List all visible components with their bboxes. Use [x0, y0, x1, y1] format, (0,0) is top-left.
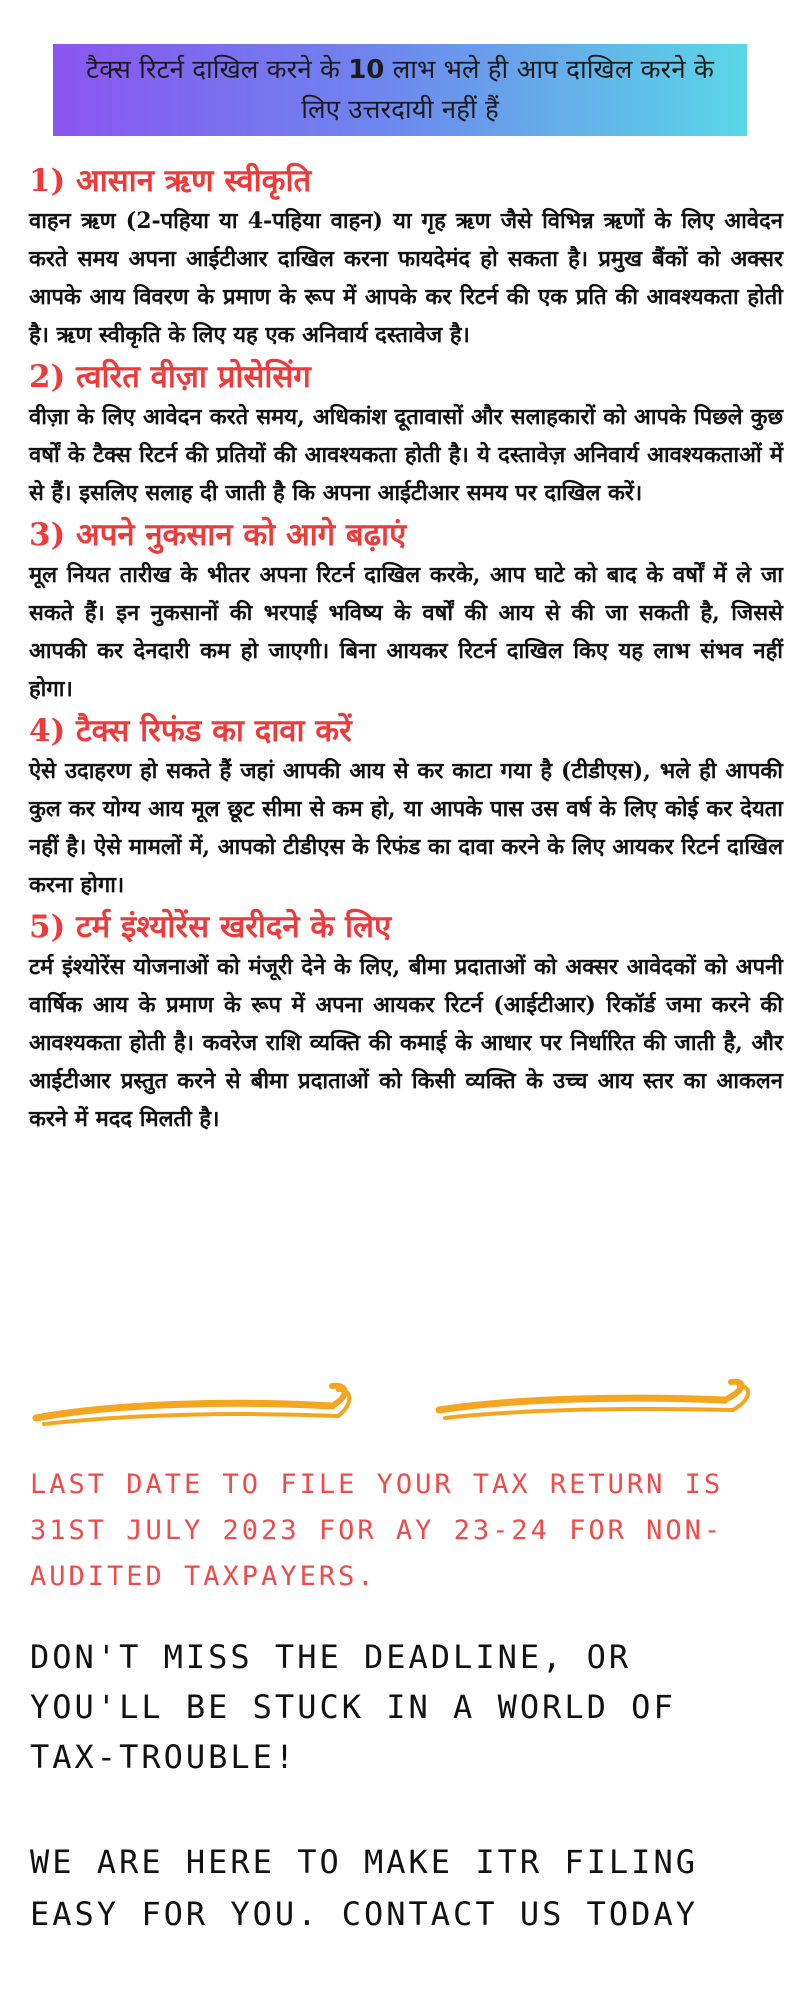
- benefit-section-5: [29, 906, 783, 1138]
- benefit-body: ऐसे उदाहरण हो सकते हैं जहां आपकी आय से कर काटा गया है (टीडीएस), भले ही आपकी कुल कर योग्य आय मूल छूट सीमा से कम हो, या आपके पास उस वर्ष के लिए कोई कर देयता नहीं है। ऐसे मामलों में, आपको टीडीएस के रिफंड का दावा करने के लिए आयकर रिटर्न दाखिल करना होगा।: [29, 758, 783, 898]
- benefit-number: 4): [29, 713, 66, 749]
- benefit-title: त्वरित वीज़ा प्रोसेसिंग: [76, 359, 311, 395]
- benefit-heading: [29, 906, 783, 948]
- benefit-heading: [29, 160, 783, 202]
- decorative-swoosh-right: [435, 1378, 755, 1438]
- banner-title-number: 10: [348, 55, 385, 85]
- benefit-section-1: [29, 160, 783, 354]
- banner-title: [63, 50, 737, 130]
- banner-title-part2: लाभ भले ही आप दाखिल करने के लिए उत्तरदायी नहीं हैं: [301, 55, 714, 125]
- benefits-list: [29, 160, 783, 1140]
- banner-title-part1: टैक्स रिटर्न दाखिल करने के: [86, 55, 349, 85]
- benefit-body: टर्म इंश्योरेंस योजनाओं को मंजूरी देने के लिए, बीमा प्रदाताओं को अक्सर आवेदकों को अपनी वार्षिक आय के प्रमाण के रूप में अपना आयकर रिटर्न (आईटीआर) रिकॉर्ड जमा करने की आवश्यकता होती है। कवरेज राशि व्यक्ति की कमाई के आधार पर निर्धारित की जाती है, और आईटीआर प्रस्तुत करने से बीमा प्रदाताओं को किसी व्यक्ति के उच्च आय स्तर का आकलन करने में मदद मिलती है।: [29, 954, 783, 1132]
- benefit-number: 3): [29, 517, 66, 553]
- benefit-number: 2): [29, 359, 66, 395]
- deadline-notice: LAST DATE TO FILE YOUR TAX RETURN IS 31ST JULY 2023 FOR AY 23-24 FOR NON-AUDITED TAXPAYERS.: [30, 1469, 724, 1592]
- benefit-body: मूल नियत तारीख के भीतर अपना रिटर्न दाखिल करके, आप घाटे को बाद के वर्षों में ले जा सकते हैं। इन नुकसानों की भरपाई भविष्य के वर्षों की आय से की जा सकती है, जिससे आपकी कर देनदारी कम हो जाएगी। बिना आयकर रिटर्न दाखिल किए यह लाभ संभव नहीं होगा।: [29, 562, 783, 702]
- benefit-section-3: [29, 514, 783, 708]
- benefit-number: 5): [29, 909, 66, 945]
- decorative-swoosh-left: [32, 1378, 352, 1438]
- contact-message: WE ARE HERE TO MAKE ITR FILING EASY FOR YOU. CONTACT US TODAY: [30, 1843, 698, 1933]
- benefit-section-4: [29, 710, 783, 904]
- benefit-title: अपने नुकसान को आगे बढ़ाएं: [76, 517, 407, 553]
- benefit-heading: [29, 710, 783, 752]
- benefit-section-2: [29, 356, 783, 512]
- benefit-body: वीज़ा के लिए आवेदन करते समय, अधिकांश दूतावासों और सलाहकारों को आपके पिछले कुछ वर्षों के टैक्स रिटर्न की प्रतियों की आवश्यकता होती है। ये दस्तावेज़ अनिवार्य आवश्यकताओं में से हैं। इसलिए सलाह दी जाती है कि अपना आईटीआर समय पर दाखिल करें।: [29, 404, 783, 506]
- benefit-number: 1): [29, 163, 66, 199]
- benefit-title: टैक्स रिफंड का दावा करें: [76, 713, 352, 749]
- benefit-title: आसान ऋण स्वीकृति: [76, 163, 312, 199]
- benefit-heading: [29, 356, 783, 398]
- title-banner: [53, 44, 747, 136]
- benefit-body: वाहन ऋण (2-पहिया या 4-पहिया वाहन) या गृह ऋण जैसे विभिन्न ऋणों के लिए आवेदन करते समय अपना आईटीआर दाखिल करना फायदेमंद हो सकता है। प्रमुख बैंकों को अक्सर आपके आय विवरण के प्रमाण के रूप में आपके कर रिटर्न की एक प्रति की आवश्यकता होती है। ऋण स्वीकृति के लिए यह एक अनिवार्य दस्तावेज है।: [29, 208, 783, 348]
- warning-message: DON'T MISS THE DEADLINE, OR YOU'LL BE STUCK IN A WORLD OF TAX-TROUBLE!: [30, 1638, 676, 1776]
- benefit-heading: [29, 514, 783, 556]
- benefit-title: टर्म इंश्योरेंस खरीदने के लिए: [76, 909, 392, 945]
